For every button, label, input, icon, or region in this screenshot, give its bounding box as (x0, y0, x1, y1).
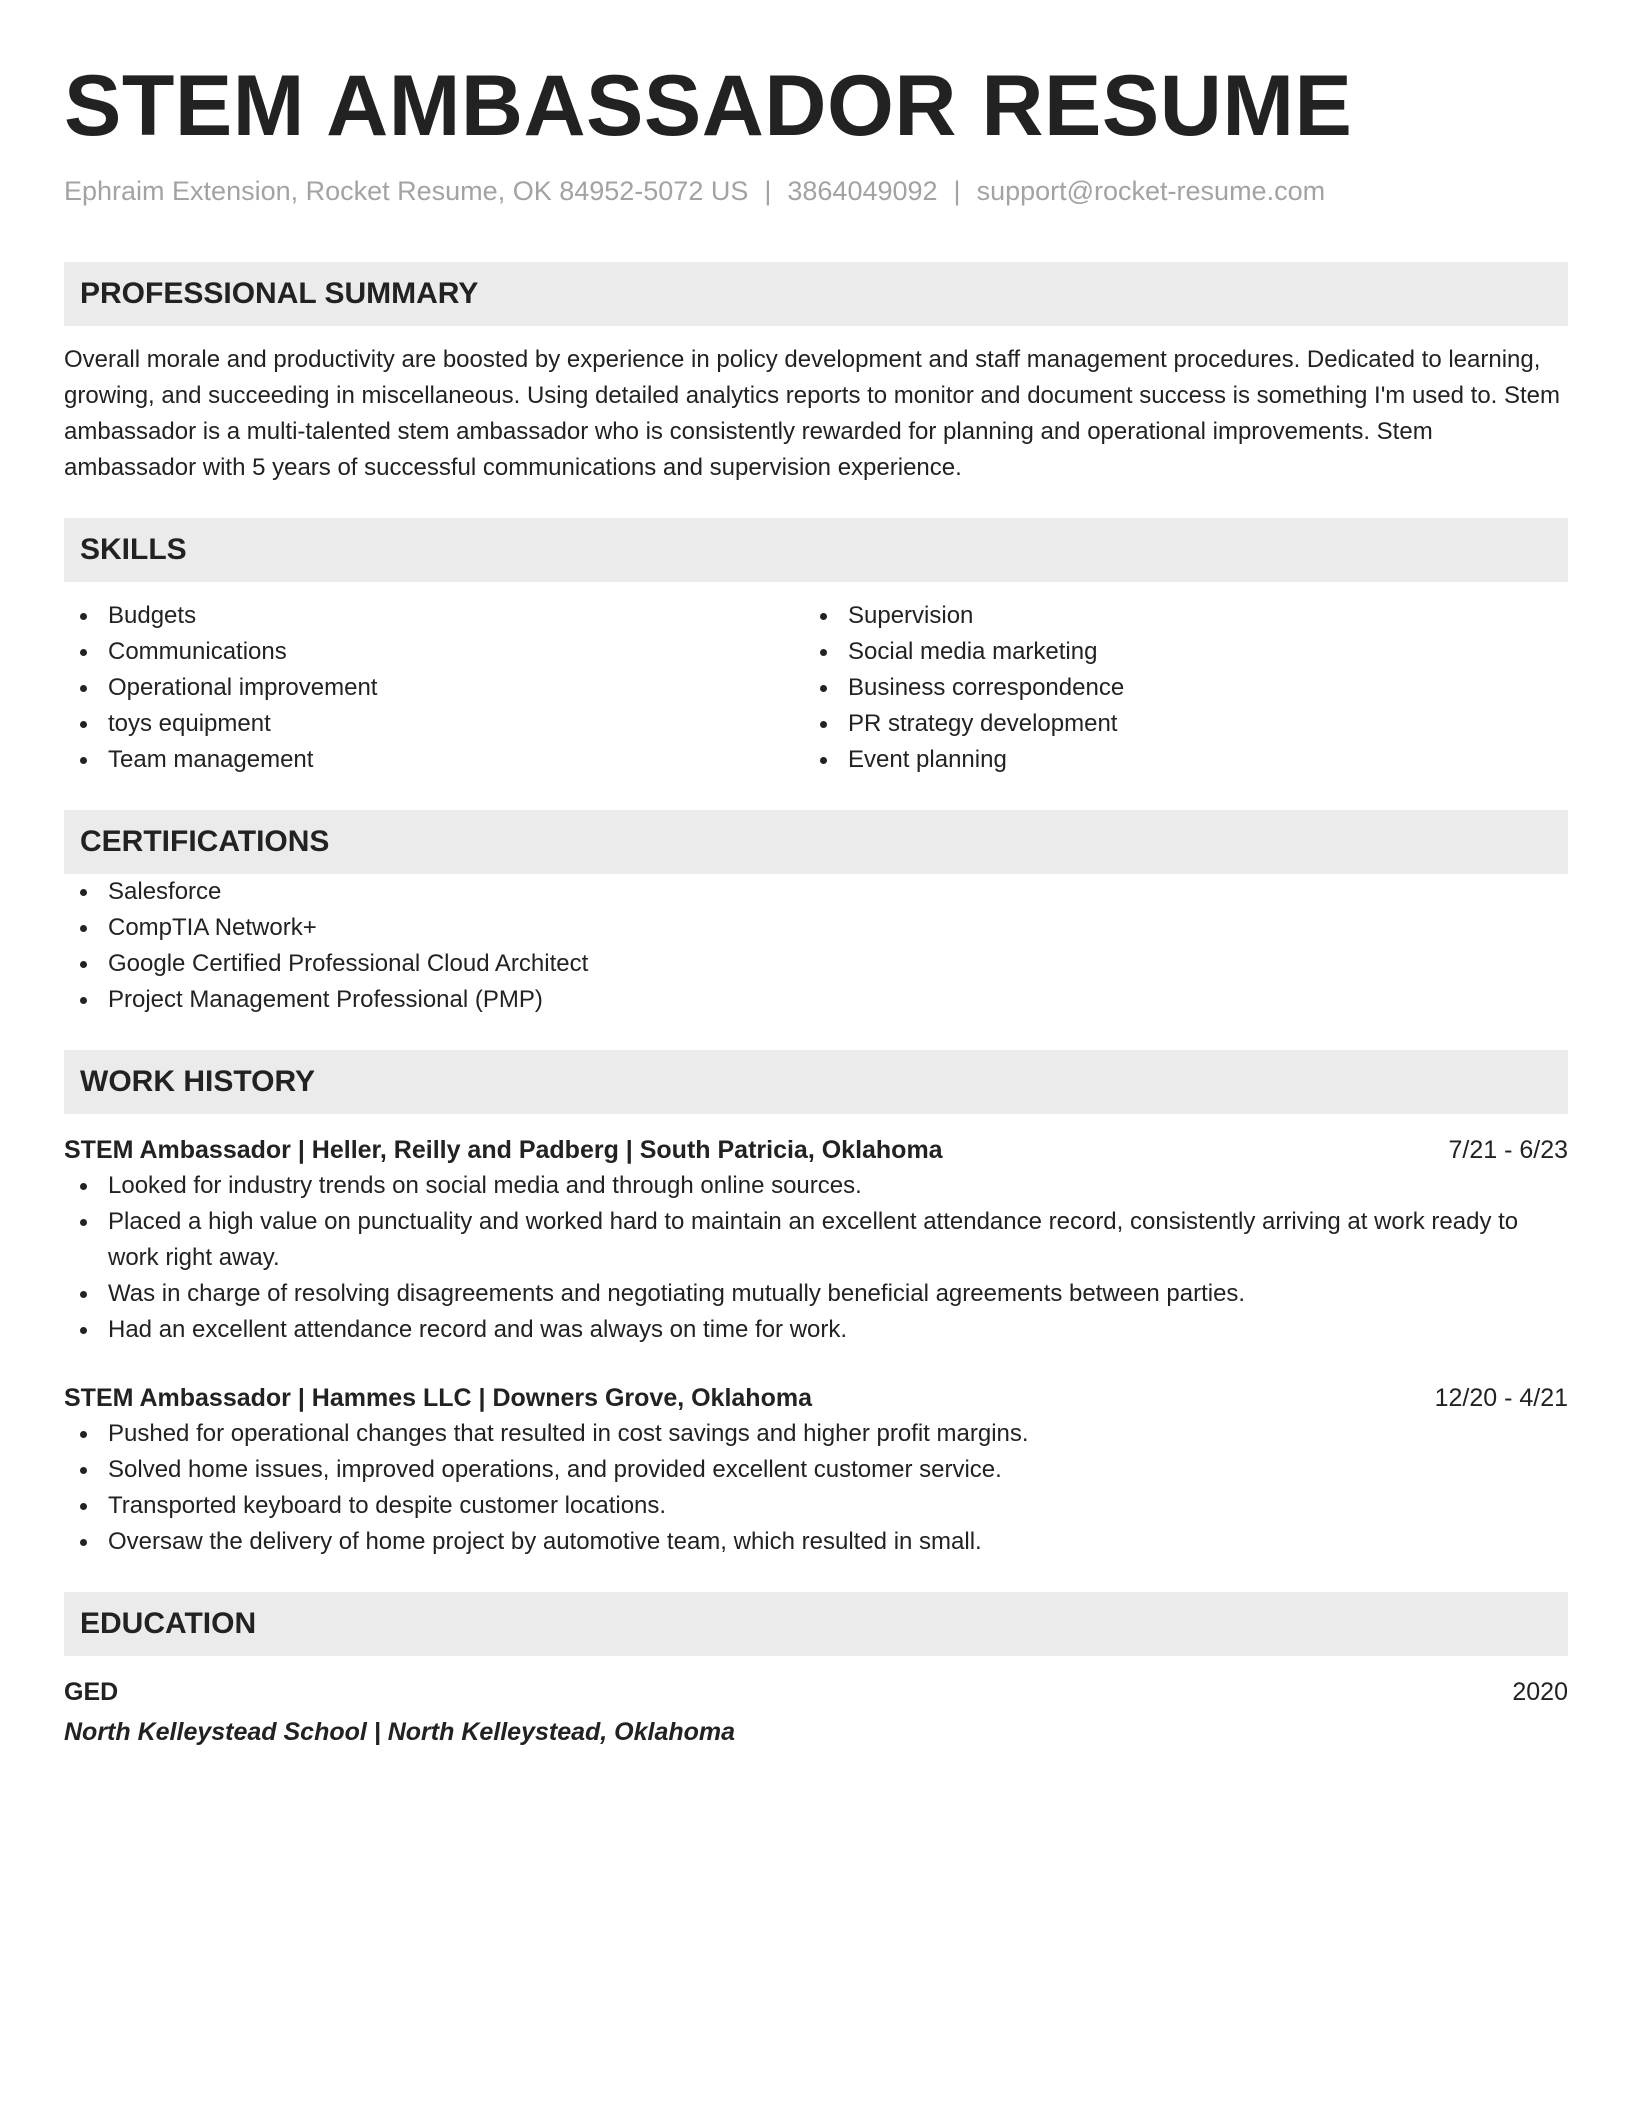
section-heading-work-history: WORK HISTORY (64, 1050, 1568, 1114)
skill-item: Team management (64, 742, 804, 778)
job-title: STEM Ambassador | Hammes LLC | Downers Grove, Oklahoma (64, 1384, 812, 1412)
section-heading-certifications: CERTIFICATIONS (64, 810, 1568, 874)
certification-item: Project Management Professional (PMP) (64, 982, 1568, 1018)
job-title: STEM Ambassador | Heller, Reilly and Padberg | South Patricia, Oklahoma (64, 1136, 943, 1164)
job-duty-item: Pushed for operational changes that resulted in cost savings and higher profit margins. (64, 1416, 1568, 1452)
skill-item: PR strategy development (804, 706, 1544, 742)
certification-item: CompTIA Network+ (64, 910, 1568, 946)
job-duty-item: Placed a high value on punctuality and worked hard to maintain an excellent attendance record, consistently arriving at work ready to work right away. (64, 1204, 1568, 1276)
skill-item: Budgets (64, 598, 804, 634)
skill-item: Business correspondence (804, 670, 1544, 706)
section-heading-education: EDUCATION (64, 1592, 1568, 1656)
skill-item: Operational improvement (64, 670, 804, 706)
education-degree: GED (64, 1678, 119, 1706)
job-duties-list (64, 1168, 1568, 1348)
job-duty-item: Transported keyboard to despite customer locations. (64, 1488, 1568, 1524)
section-heading-skills: SKILLS (64, 518, 1568, 582)
education-year: 2020 (1512, 1678, 1568, 1706)
skills-column-right (804, 598, 1544, 778)
skills-column-left (64, 598, 804, 778)
job-duty-item: Had an excellent attendance record and was always on time for work. (64, 1312, 1568, 1348)
job-header (64, 1132, 1568, 1168)
job-duties-list (64, 1416, 1568, 1560)
skill-item: Event planning (804, 742, 1544, 778)
job-duty-item: Oversaw the delivery of home project by automotive team, which resulted in small. (64, 1524, 1568, 1560)
job-duty-item: Looked for industry trends on social media and through online sources. (64, 1168, 1568, 1204)
job-dates: 12/20 - 4/21 (1434, 1384, 1568, 1412)
skills-list (64, 598, 1568, 778)
job-dates: 7/21 - 6/23 (1448, 1136, 1568, 1164)
certification-item: Google Certified Professional Cloud Architect (64, 946, 1568, 982)
skill-item: Communications (64, 634, 804, 670)
job-header (64, 1380, 1568, 1416)
skill-item: Social media marketing (804, 634, 1544, 670)
education-header (64, 1674, 1568, 1710)
contact-separator: | (953, 176, 961, 206)
education-school: North Kelleystead School | North Kelleystead, Oklahoma (64, 1718, 736, 1746)
section-heading-summary: PROFESSIONAL SUMMARY (64, 262, 1568, 326)
summary-text: Overall morale and productivity are boosted by experience in policy development and staff management procedures. Dedicated to learning, growing, and succeeding in miscellaneous. Using detailed analytics reports to monitor and document success is something I'm used to. Stem ambassador is a multi-talented stem ambassador who is consistently rewarded for planning and operational improvements. Stem ambassador with 5 years of successful communications and supervision experience. (64, 346, 1561, 481)
contact-email: support@rocket-resume.com (976, 176, 1326, 206)
contact-line (64, 174, 1568, 208)
skill-item: Supervision (804, 598, 1544, 634)
contact-phone: 3864049092 (787, 176, 938, 206)
job-duty-item: Solved home issues, improved operations, and provided excellent customer service. (64, 1452, 1568, 1488)
certification-item: Salesforce (64, 874, 1568, 910)
job-duty-item: Was in charge of resolving disagreements and negotiating mutually beneficial agreements between parties. (64, 1276, 1568, 1312)
resume-title: STEM AMBASSADOR RESUME (64, 58, 1353, 154)
contact-address: Ephraim Extension, Rocket Resume, OK 84952-5072 US (64, 176, 749, 206)
skill-item: toys equipment (64, 706, 804, 742)
contact-separator: | (764, 176, 772, 206)
certifications-list (64, 874, 1568, 1018)
